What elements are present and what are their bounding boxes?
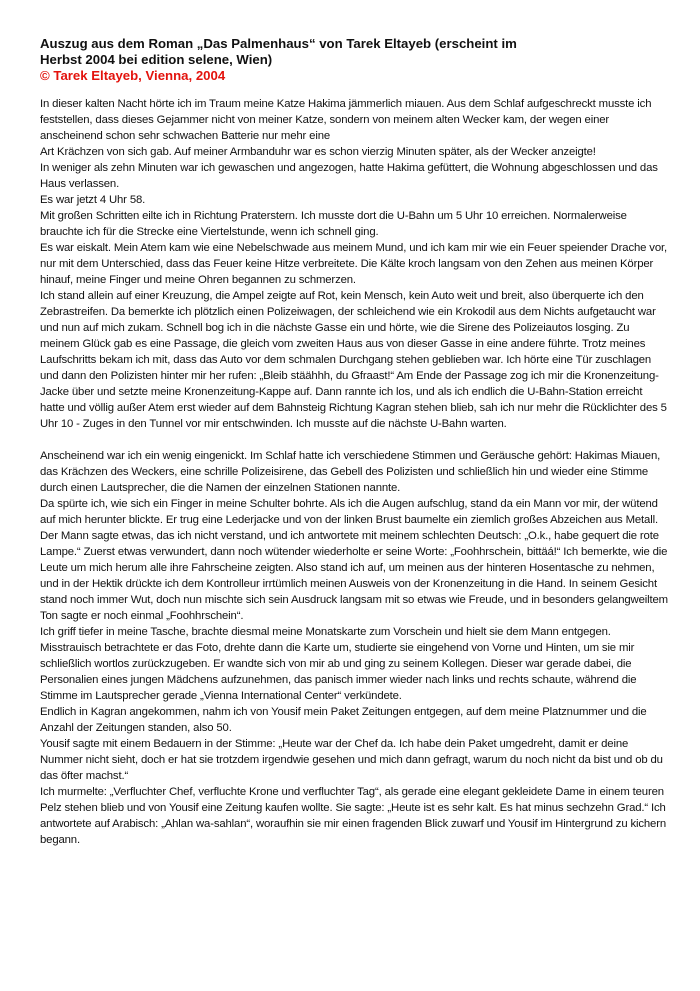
section-break [40, 432, 668, 448]
paragraph: In dieser kalten Nacht hörte ich im Traum meine Katze Hakima jämmerlich miauen. Aus dem Schlaf aufgeschreckt musste ich feststellen, dass dieses Gejammer nicht von meiner Katze, sondern von meinem alten Wecker kam, der wegen einer anscheinend schon sehr schwachen Batterie nur mehr eine [40, 98, 652, 142]
paragraph: Ich griff tiefer in meine Tasche, brachte diesmal meine Monatskarte zum Vorschein und hielt sie dem Mann entgegen. [40, 626, 611, 638]
paragraph: Es war jetzt 4 Uhr 58. [40, 194, 146, 206]
paragraph: Art Krächzen von sich gab. Auf meiner Armbanduhr war es schon vierzig Minuten später, als der Wecker anzeigte! [40, 146, 596, 158]
paragraph: Ich stand allein auf einer Kreuzung, die Ampel zeigte auf Rot, kein Mensch, kein Auto weit und breit, also überquerte ich den Zebrastreifen. Da bemerkte ich plötzlich einen Polizeiwagen, der schleichend wie ein Krokodil aus dem Nichts aufgetaucht war und nun auf mich zukam. Schnell bog ich in die nächste Gasse ein und hörte, wie die Sirene des Polizeiautos losging. Zu meinem Glück gab es eine Passage, die gleich vom zweiten Haus aus von dieser Gasse in eine andere führte. Trotz meines Laufschritts bekam ich mit, dass das Auto vor dem schmalen Durchgang stehen geblieben war. Ich hörte eine Tür zuschlagen und dann den Polizisten hinter mir her rufen: „Bleib stäähhh, du Gfraast!“ Am Ende der Passage zog ich mir die Kronenzeitung-Jacke über und setzte meine Kronenzeitung-Kappe auf. Dann rannte ich los, und als ich endlich die U-Bahn-Station erreicht hatte und völlig außer Atem erst wieder auf dem Bahnsteig Richtung Kagran stehen blieb, sah ich nur mehr die Rücklichter des 5 Uhr 10 - Zuges in den Tunnel vor mir entschwinden. Ich musste auf die nächste U-Bahn warten. [40, 290, 667, 430]
paragraph: Mit großen Schritten eilte ich in Richtung Praterstern. Ich musste dort die U-Bahn um 5 Uhr 10 erreichen. Normalerweise brauchte ich für die Strecke eine Viertelstunde, wenn ich schnell ging. [40, 210, 627, 238]
paragraph: Misstrauisch betrachtete er das Foto, drehte dann die Karte um, studierte sie eingehend von Vorne und Hinten, um sie mir schließlich wortlos zurückzugeben. Er wandte sich von mir ab und ging zu seinem Kollegen. Dieser war gerade dabei, die Personalien eines jungen Mädchens aufzunehmen, das panisch immer wieder nach links und rechts schaute, während die Stimme im Lautsprecher gerade „Vienna International Center“ verkündete. [40, 642, 637, 702]
paragraph: Yousif sagte mit einem Bedauern in der Stimme: „Heute war der Chef da. Ich habe dein Paket umgedreht, damit er deine Nummer nicht sieht, doch er hat sie trotzdem irgendwie gesehen und mich dann gefragt, warum du noch nicht da bist und ob du das öfter machst.“ [40, 738, 663, 782]
paragraph: Ich murmelte: „Verfluchter Chef, verfluchte Krone und verfluchter Tag“, als gerade eine elegant gekleidete Dame in einem teuren Pelz stehen blieb und von Yousif eine Zeitung kaufen wollte. Sie sagte: „Heute ist es sehr kalt. Es hat minus sechzehn Grad.“ Ich antwortete auf Arabisch: „Ahlan wa-sahlan“, woraufhin sie mir einen fragenden Blick zuwarf und Yousif im Hintergrund zu kichern begann. [40, 786, 666, 846]
paragraph: Es war eiskalt. Mein Atem kam wie eine Nebelschwade aus meinem Mund, und ich kam mir wie ein Feuer speiender Drache vor, nur mit dem Unterschied, dass das Feuer keine Hitze verbreitete. Die Kälte kroch langsam von den Zehen aus meinen Körper hinauf, meine Finger und meine Ohren begannen zu schmerzen. [40, 242, 667, 286]
paragraph: Anscheinend war ich ein wenig eingenickt. Im Schlaf hatte ich verschiedene Stimmen und Geräusche gehört: Hakimas Miauen, das Krächzen des Weckers, eine schrille Polizeisirene, das Gebell des Polizisten und schließlich hin und wieder eine Stimme durch einen Lautsprecher, die die Namen der einzelnen Stationen nannte. [40, 450, 661, 494]
document-body [40, 96, 668, 848]
paragraph: Endlich in Kagran angekommen, nahm ich von Yousif mein Paket Zeitungen entgegen, auf dem meine Platznummer und die Anzahl der Zeitungen standen, also 50. [40, 706, 647, 734]
document-title-line-1: Auszug aus dem Roman „Das Palmenhaus“ von Tarek Eltayeb (erscheint im [40, 36, 517, 51]
document-page [40, 36, 668, 848]
paragraph: Da spürte ich, wie sich ein Finger in meine Schulter bohrte. Als ich die Augen aufschlug, stand da ein Mann vor mir, der wütend auf mich herunter blickte. Er trug eine Lederjacke und von der linken Brust baumelte ein ziemlich großes Abzeichen aus Metall. Der Mann sagte etwas, das ich nicht verstand, und ich antwortete mit meinem schlechten Deutsch: „O.k., habe gequert die rote Lampe.“ Zuerst etwas verwundert, dann noch wütender wiederholte er seine Worte: „Foohhrschein, bittäá!“ Ich bemerkte, wie die Leute um mich herum alle ihre Fahrscheine zeigten. Also stand ich auf, um meinen aus der hinteren Hosentasche zu nehmen, und in der Hektik drückte ich dem Kontrolleur irrtümlich meinen Ausweis von der Kronenzeitung in die Hand. In seinem Gesicht stand noch immer Wut, doch nun mischte sich sein Ausdruck langsam mit so etwas wie Freude, und in besonders gelangweiltem Ton sagte er noch einmal „Foohhrschein“. [40, 498, 668, 622]
copyright-line: © Tarek Eltayeb, Vienna, 2004 [40, 68, 226, 83]
document-title-line-2: Herbst 2004 bei edition selene, Wien) [40, 52, 273, 67]
paragraph: In weniger als zehn Minuten war ich gewaschen und angezogen, hatte Hakima gefüttert, die Wohnung abgeschlossen und das Haus verlassen. [40, 162, 658, 190]
